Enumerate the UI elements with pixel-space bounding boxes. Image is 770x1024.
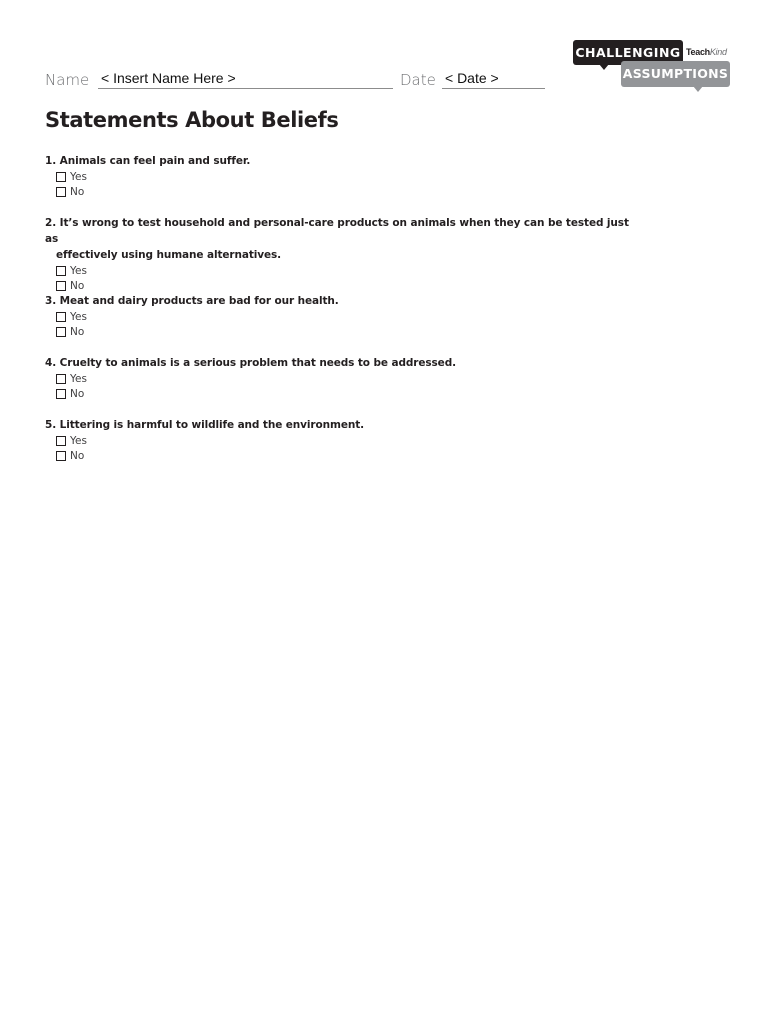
logo-top-banner: CHALLENGING [573, 40, 683, 65]
option-yes[interactable] [45, 433, 645, 449]
question-text [45, 417, 645, 433]
question-line-2: effectively using humane alternatives. [56, 249, 282, 261]
challenging-assumptions-logo [573, 40, 735, 95]
question-3 [45, 293, 645, 340]
question-text [45, 215, 645, 263]
logo-brand-teach: Teach [686, 47, 710, 57]
question-2 [45, 215, 645, 294]
question-4 [45, 355, 645, 402]
option-no[interactable] [45, 449, 645, 465]
logo-top-tail [599, 64, 609, 70]
option-label: Yes [70, 310, 87, 323]
option-yes[interactable] [45, 263, 645, 279]
option-label: No [70, 186, 85, 199]
checkbox[interactable] [56, 187, 66, 197]
option-label: Yes [70, 264, 87, 277]
name-label: Name [45, 71, 90, 89]
option-label: Yes [70, 170, 87, 183]
option-label: Yes [70, 434, 87, 447]
question-text [45, 293, 645, 309]
option-label: No [70, 280, 85, 293]
option-no[interactable] [45, 387, 645, 403]
question-text [45, 355, 645, 371]
question-number: 5. [45, 419, 57, 431]
question-number: 1. [45, 155, 57, 167]
header-fields [45, 68, 565, 92]
date-label: Date [400, 71, 436, 89]
checkbox[interactable] [56, 451, 66, 461]
question-line-1: Cruelty to animals is a serious problem that needs to be addressed. [59, 357, 456, 369]
option-yes[interactable] [45, 309, 645, 325]
option-label: Yes [70, 372, 87, 385]
option-yes[interactable] [45, 169, 645, 185]
logo-brand-kind: Kind [709, 47, 727, 57]
checkbox[interactable] [56, 312, 66, 322]
date-field[interactable]: < Date > [445, 70, 499, 86]
checkbox[interactable] [56, 436, 66, 446]
logo-bottom-tail [693, 86, 703, 92]
question-number: 2. [45, 217, 57, 229]
question-line-1: Littering is harmful to wildlife and the environment. [59, 419, 365, 431]
question-1 [45, 153, 645, 200]
question-line-1: It’s wrong to test household and personal-care products on animals when they can be tested just as [45, 217, 629, 245]
name-field[interactable]: < Insert Name Here > [101, 70, 236, 86]
question-number: 4. [45, 357, 57, 369]
teachkind-logo [686, 47, 727, 57]
name-underline [98, 88, 393, 89]
page-title: Statements About Beliefs [45, 108, 339, 132]
date-underline [442, 88, 545, 89]
checkbox[interactable] [56, 172, 66, 182]
option-no[interactable] [45, 279, 645, 295]
option-no[interactable] [45, 185, 645, 201]
checkbox[interactable] [56, 281, 66, 291]
question-5 [45, 417, 645, 464]
option-label: No [70, 450, 85, 463]
option-no[interactable] [45, 325, 645, 341]
option-label: No [70, 326, 85, 339]
checkbox[interactable] [56, 389, 66, 399]
question-text [45, 153, 645, 169]
question-number: 3. [45, 295, 57, 307]
option-yes[interactable] [45, 371, 645, 387]
option-label: No [70, 388, 85, 401]
question-line-1: Animals can feel pain and suffer. [59, 155, 251, 167]
logo-bottom-banner: ASSUMPTIONS [621, 61, 730, 87]
checkbox[interactable] [56, 374, 66, 384]
checkbox[interactable] [56, 266, 66, 276]
question-line-1: Meat and dairy products are bad for our health. [59, 295, 339, 307]
checkbox[interactable] [56, 327, 66, 337]
